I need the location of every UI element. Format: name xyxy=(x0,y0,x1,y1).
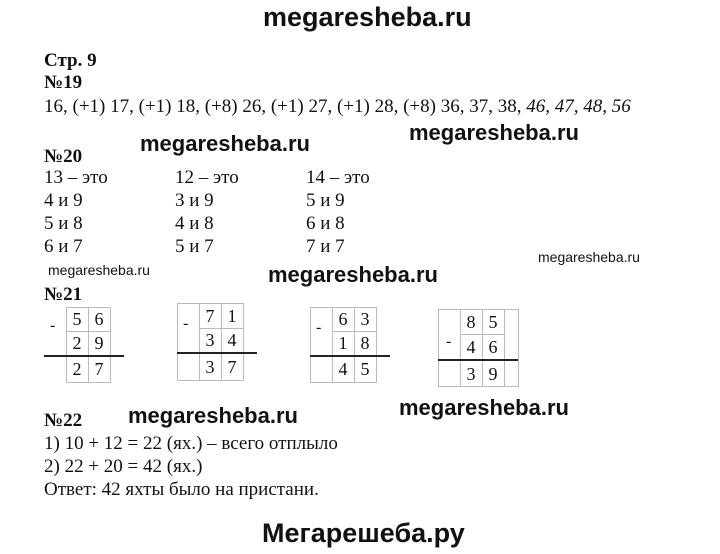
subtrahend-digit: 1 xyxy=(338,333,348,353)
subtrahend-digit: 8 xyxy=(360,333,370,353)
result-digit: 3 xyxy=(466,364,476,384)
minuend-digit: 5 xyxy=(72,309,82,329)
watermark-mid-4: megaresheba.ru xyxy=(128,403,298,428)
task20-column-3 xyxy=(306,166,370,258)
solution-line-1: 1) 10 + 12 = 22 (ях.) – всего отплыло xyxy=(44,433,338,454)
minus-sign: - xyxy=(50,317,56,334)
task21-title: №21 xyxy=(44,284,83,305)
minuend-digit: 8 xyxy=(466,312,476,332)
minuend-digit: 5 xyxy=(488,312,498,332)
task20-title: №20 xyxy=(44,146,83,167)
task19-title: №19 xyxy=(44,72,83,93)
task20-column-2 xyxy=(175,166,239,258)
minus-sign: - xyxy=(446,333,452,350)
result-digit: 3 xyxy=(205,357,215,377)
result-digit: 7 xyxy=(227,357,237,377)
result-digit: 7 xyxy=(94,359,104,379)
task20-pair: 5 и 8 xyxy=(44,213,83,234)
page-label: Стр. 9 xyxy=(44,50,97,71)
watermark-small-right: megaresheba.ru xyxy=(538,249,640,265)
answer-line: Ответ: 42 яхты было на пристани. xyxy=(44,479,319,500)
task22-title: №22 xyxy=(44,410,83,431)
subtrahend-digit: 4 xyxy=(466,337,476,357)
watermark-mid-1: megaresheba.ru xyxy=(140,131,310,156)
subtraction-problem-3 xyxy=(310,307,390,383)
watermark-mid-3: megaresheba.ru xyxy=(268,262,438,287)
task20-column-head: 13 – это xyxy=(44,167,108,188)
subtrahend-digit: 9 xyxy=(94,333,104,353)
minus-sign: - xyxy=(316,319,322,336)
solution-line-2: 2) 22 + 20 = 42 (ях.) xyxy=(44,456,203,477)
minuend-digit: 3 xyxy=(360,309,370,329)
task19-sequence xyxy=(44,96,631,118)
subtrahend-digit: 6 xyxy=(488,337,498,357)
task20-pair: 5 и 7 xyxy=(175,236,214,257)
subtraction-problem-2 xyxy=(177,303,257,381)
task20-column-head: 14 – это xyxy=(306,167,370,188)
subtrahend-digit: 4 xyxy=(227,330,237,350)
task20-pair: 4 и 8 xyxy=(175,213,214,234)
task19-sequence-italic: 46, 47, 48, 56 xyxy=(526,96,631,117)
watermark-mid-2: megaresheba.ru xyxy=(409,120,579,145)
watermark-small-left: megaresheba.ru xyxy=(48,262,150,278)
result-digit: 2 xyxy=(72,359,82,379)
task20-column-head: 12 – это xyxy=(175,167,239,188)
task19-sequence-plain: 16, (+1) 17, (+1) 18, (+8) 26, (+1) 27, (+1) 28, (+8) 36, 37, 38, xyxy=(44,96,522,117)
result-digit: 4 xyxy=(338,359,348,379)
minuend-digit: 7 xyxy=(205,306,215,326)
minuend-digit: 6 xyxy=(338,309,348,329)
minuend-digit: 1 xyxy=(227,306,237,326)
subtrahend-digit: 3 xyxy=(205,330,215,350)
result-digit: 9 xyxy=(488,364,498,384)
task20-pair: 3 и 9 xyxy=(175,190,214,211)
result-digit: 5 xyxy=(360,359,370,379)
task20-column-1 xyxy=(44,166,108,258)
task20-pair: 6 и 7 xyxy=(44,236,83,257)
task20-pair: 5 и 9 xyxy=(306,190,345,211)
minuend-digit: 6 xyxy=(94,309,104,329)
watermark-mid-5: megaresheba.ru xyxy=(399,395,569,420)
task20-pair: 6 и 8 xyxy=(306,213,345,234)
subtraction-problem-1 xyxy=(44,307,124,383)
minus-sign: - xyxy=(183,315,189,332)
task22-solution xyxy=(44,432,338,501)
subtraction-problem-4 xyxy=(438,309,518,387)
subtrahend-digit: 2 xyxy=(72,333,82,353)
task20-pair: 7 и 7 xyxy=(306,236,345,257)
watermark-footer: Мегарешеба.ру xyxy=(262,518,465,548)
watermark-top: megaresheba.ru xyxy=(263,2,472,32)
task20-pair: 4 и 9 xyxy=(44,190,83,211)
